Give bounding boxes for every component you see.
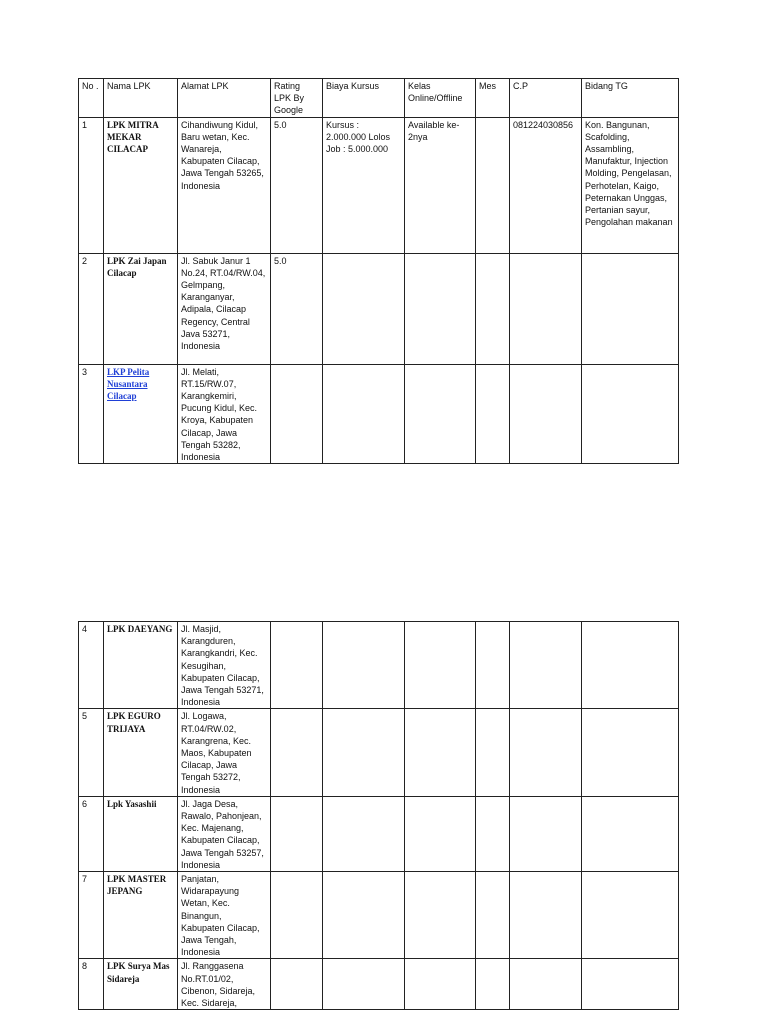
table-row	[79, 117, 679, 253]
row-alamat: Jl. Ranggasena No.RT.01/02, Cibenon, Sidareja, Kec. Sidareja,	[178, 959, 271, 1010]
row-nama-lpk: LPK EGURO TRIJAYA	[104, 709, 178, 796]
row-biaya	[323, 709, 405, 796]
row-mes	[476, 253, 510, 364]
row-rating	[271, 709, 323, 796]
row-kelas	[405, 253, 476, 364]
row-no: 6	[79, 796, 104, 871]
row-alamat: Jl. Logawa, RT.04/RW.02, Karangrena, Kec. Maos, Kabupaten Cilacap, Jawa Tengah 53272, Indonesia	[178, 709, 271, 796]
header-nama-lpk: Nama LPK	[104, 79, 178, 118]
row-no: 2	[79, 253, 104, 364]
row-biaya	[323, 622, 405, 709]
header-alamat-lpk: Alamat LPK	[178, 79, 271, 118]
row-rating: 5.0	[271, 253, 323, 364]
row-alamat: Jl. Melati, RT.15/RW.07, Karangkemiri, Pucung Kidul, Kec. Kroya, Kabupaten Cilacap, Jawa Tengah 53282, Indonesia	[178, 364, 271, 464]
row-kelas	[405, 872, 476, 959]
row-biaya	[323, 364, 405, 464]
row-rating	[271, 364, 323, 464]
row-no: 3	[79, 364, 104, 464]
table-row	[79, 364, 679, 464]
row-cp	[510, 709, 582, 796]
row-bidang	[582, 959, 679, 1010]
row-mes	[476, 622, 510, 709]
row-kelas	[405, 959, 476, 1010]
row-rating: 5.0	[271, 117, 323, 253]
lpk-table-part-1	[78, 78, 679, 464]
row-biaya	[323, 959, 405, 1010]
row-no: 8	[79, 959, 104, 1010]
row-kelas	[405, 622, 476, 709]
row-biaya	[323, 872, 405, 959]
row-kelas: Available ke-2nya	[405, 117, 476, 253]
row-nama-lpk: Lpk Yasashii	[104, 796, 178, 871]
table-row	[79, 253, 679, 364]
header-rating: Rating LPK By Google	[271, 79, 323, 118]
row-alamat: Cihandiwung Kidul, Baru wetan, Kec. Wanareja, Kabupaten Cilacap, Jawa Tengah 53265, Indonesia	[178, 117, 271, 253]
header-cp: C.P	[510, 79, 582, 118]
row-mes	[476, 959, 510, 1010]
row-no: 4	[79, 622, 104, 709]
row-alamat: Jl. Masjid, Karangduren, Karangkandri, Kec. Kesugihan, Kabupaten Cilacap, Jawa Tengah 53271, Indonesia	[178, 622, 271, 709]
table-row	[79, 622, 679, 709]
row-cp	[510, 622, 582, 709]
row-cp	[510, 872, 582, 959]
row-bidang	[582, 709, 679, 796]
row-cp	[510, 959, 582, 1010]
row-nama-lpk: LPK MASTER JEPANG	[104, 872, 178, 959]
row-kelas	[405, 796, 476, 871]
row-alamat: Jl. Jaga Desa, Rawalo, Pahonjean, Kec. Majenang, Kabupaten Cilacap, Jawa Tengah 53257, Indonesia	[178, 796, 271, 871]
row-rating	[271, 959, 323, 1010]
row-bidang	[582, 622, 679, 709]
header-no: No .	[79, 79, 104, 118]
row-rating	[271, 872, 323, 959]
table-row	[79, 959, 679, 1010]
row-no: 1	[79, 117, 104, 253]
row-kelas	[405, 364, 476, 464]
row-nama-lpk: LPK Zai Japan Cilacap	[104, 253, 178, 364]
table-row	[79, 709, 679, 796]
row-biaya	[323, 796, 405, 871]
lpk-table-part-2	[78, 621, 679, 1010]
row-kelas	[405, 709, 476, 796]
row-nama-lpk: LPK Surya Mas Sidareja	[104, 959, 178, 1010]
row-nama-lpk-cell	[104, 364, 178, 464]
row-bidang	[582, 872, 679, 959]
row-mes	[476, 872, 510, 959]
header-bidang-tg: Bidang TG	[582, 79, 679, 118]
row-cp	[510, 796, 582, 871]
row-mes	[476, 796, 510, 871]
header-kelas: Kelas Online/Offline	[405, 79, 476, 118]
row-cp: 081224030856	[510, 117, 582, 253]
row-no: 5	[79, 709, 104, 796]
row-bidang	[582, 364, 679, 464]
row-cp	[510, 364, 582, 464]
row-alamat: Panjatan, Widarapayung Wetan, Kec. Binangun, Kabupaten Cilacap, Jawa Tengah, Indonesia	[178, 872, 271, 959]
row-biaya: Kursus : 2.000.000 Lolos Job : 5.000.000	[323, 117, 405, 253]
row-bidang: Kon. Bangunan, Scafolding, Assambling, Manufaktur, Injection Molding, Pengelasan, Perhotelan, Kaigo, Peternakan Unggas, Pertanian sayur, Pengolahan makanan	[582, 117, 679, 253]
lpk-name-link[interactable]: LKP Pelita Nusantara Cilacap	[107, 366, 150, 402]
row-nama-lpk: LPK MITRA MEKAR CILACAP	[104, 117, 178, 253]
row-rating	[271, 796, 323, 871]
header-mes: Mes	[476, 79, 510, 118]
row-bidang	[582, 796, 679, 871]
row-mes	[476, 117, 510, 253]
row-nama-lpk: LPK DAEYANG	[104, 622, 178, 709]
row-no: 7	[79, 872, 104, 959]
row-cp	[510, 253, 582, 364]
row-rating	[271, 622, 323, 709]
row-mes	[476, 709, 510, 796]
row-alamat: Jl. Sabuk Janur 1 No.24, RT.04/RW.04, Gelmpang, Karanganyar, Adipala, Cilacap Regency, Central Java 53271, Indonesia	[178, 253, 271, 364]
row-biaya	[323, 253, 405, 364]
table-row	[79, 872, 679, 959]
row-bidang	[582, 253, 679, 364]
table-header-row	[79, 79, 679, 118]
table-row	[79, 796, 679, 871]
header-biaya-kursus: Biaya Kursus	[323, 79, 405, 118]
row-mes	[476, 364, 510, 464]
